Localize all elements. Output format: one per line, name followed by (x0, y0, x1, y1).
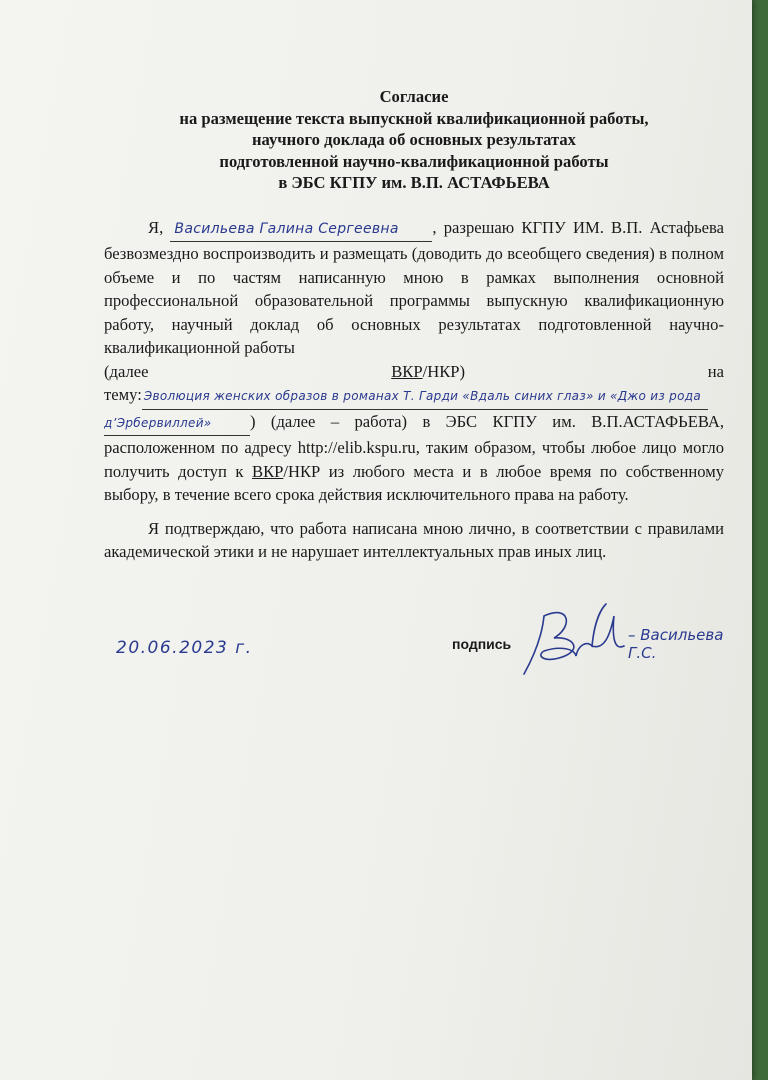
name-field (170, 216, 432, 243)
title-line: подготовленной научно-квалификационной работы (219, 151, 609, 171)
signature-label: подпись (452, 636, 512, 652)
consent-text: , разрешаю КГПУ ИМ. В.П. Астафьева безвозмездно воспроизводить и размещать (доводить до всеобщего сведения) в полном объеме и по частям написанную мною в рамках выполнения основной профессиональной образовательной программы выпускную квалификационную работу, научный доклад об основных результатах подготовленной научно-квалификационной работы (104, 217, 725, 357)
confirmation-paragraph: Я подтверждаю, что работа написана мною лично, в соответствии с правилами академической этики и не нарушает интеллектуальных прав иных лиц. (104, 518, 724, 561)
na-text: на (707, 361, 724, 381)
temu-text: тему: (104, 385, 142, 404)
title-line: научного доклада об основных результатах (252, 130, 576, 149)
title-line: Согласие (379, 87, 449, 106)
prefix-text: Я, (148, 217, 164, 237)
dalee-line (104, 360, 724, 384)
topic-line (104, 383, 724, 410)
vkr-text: ВКР (391, 361, 423, 381)
topic-field (142, 383, 708, 410)
dalee-text: (далее (104, 361, 149, 381)
handwritten-date: 20.06.2023 г. (116, 638, 253, 658)
nkr-text: /НКР) (422, 361, 466, 381)
document-title (104, 86, 724, 194)
signature-mark-icon (514, 596, 644, 686)
handwritten-name: Васильева Галина Сергеевна (174, 220, 399, 237)
title-line: в ЭБС КГПУ им. В.П. АСТАФЬЕВА (278, 173, 550, 192)
title-line: на размещение текста выпускной квалификационной работы, (179, 108, 649, 128)
handwritten-topic-continued: д’Эрбервиллей» (104, 415, 212, 430)
consent-text-continued: ) (далее – работа) в ЭБС КГПУ им. В.П.АСТАФЬЕВА, расположенном по адресу http://elib.kspu.ru, таким образом, чтобы любое лицо могло получить доступ к (104, 411, 724, 481)
consent-paragraph (104, 216, 724, 507)
consent-text-end: /НКР из любого места и в любое время по собственному выбору, в течение всего срока действия исключительного права на работу. (104, 461, 724, 504)
document-body (104, 86, 724, 564)
topic-field-continued (104, 410, 250, 437)
vkr-text: ВКР (252, 461, 284, 481)
handwritten-topic: Эволюция женских образов в романах Т. Гарди «Вдаль синих глаз» и «Джо из рода (143, 389, 701, 403)
signature-name: – Васильева Г.С. (628, 626, 724, 662)
